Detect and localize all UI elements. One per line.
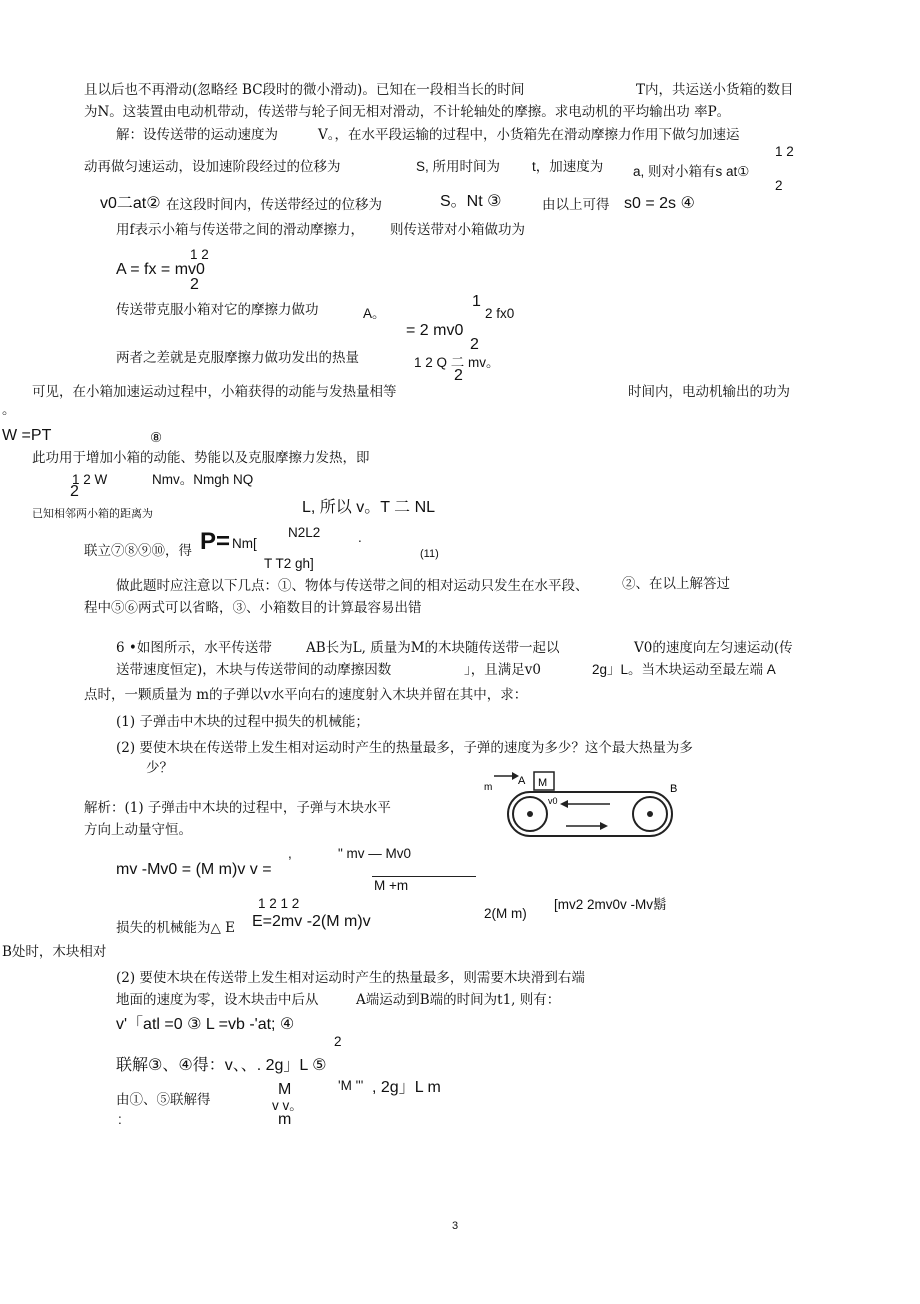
line-12: 此功用于增加小箱的动能、势能以及克服摩擦力发热，即 xyxy=(32,450,370,466)
line-13b: Nmv。Nmgh NQ xyxy=(152,472,254,487)
line-8b: A。 xyxy=(363,306,386,321)
line-10c: 。 xyxy=(2,402,16,418)
line-15f: (11) xyxy=(420,548,439,560)
line-33c: , 2g」L m xyxy=(372,1079,441,1096)
line-11a: W =PT xyxy=(2,427,52,444)
line-25: 方向上动量守恒。 xyxy=(84,822,192,838)
top-belt-arrow-head xyxy=(560,800,568,808)
line-27d: 损失的机械能为△ E xyxy=(116,920,236,936)
line-16b: ②、在以上解答过 xyxy=(622,576,730,592)
line-15c: P= xyxy=(200,528,231,555)
line-16a: 做此题时应注意以下几点：①、物体与传送带之间的相对运动只发生在水平段、 xyxy=(116,578,589,594)
line-19b: 」，且满足v0 xyxy=(464,662,541,678)
line-32: 联解③、④得：v、、. 2g」L ⑤ xyxy=(116,1057,327,1074)
label-bullet: m xyxy=(484,782,493,793)
line-3b: V。，在水平段运输的过程中，小货箱先在滑动摩擦力作用下做匀加速运 xyxy=(318,127,740,143)
line-14a: 已知相邻两小箱的距离为 xyxy=(32,507,153,520)
line-34d: m xyxy=(278,1111,292,1128)
line-26d: M +m xyxy=(374,878,409,893)
line-26b: , xyxy=(288,846,292,861)
line-8e: = 2 mv0 xyxy=(406,322,464,339)
line-31a: v'「atl =0 ③ L =vb -'at; ④ xyxy=(116,1016,295,1033)
line-28: B处时，木块相对 xyxy=(2,944,107,960)
line-27e: E=2mv -2(M m)v xyxy=(252,913,371,930)
line-3a: 解：设传送带的运动速度为 xyxy=(116,127,278,143)
right-axle xyxy=(647,811,653,817)
line-20: 点时，一颗质量为 m的子弹以v水平向右的速度射入木块并留在其中，求： xyxy=(84,687,528,703)
line-24: 解析：(1) 子弹击中木块的过程中，子弹与木块水平 xyxy=(84,800,391,816)
line-22: (2) 要使木块在传送带上发生相对运动时产生的热量最多，子弹的速度为多少？这个最大热量为多 xyxy=(116,740,693,756)
line-23: 少？ xyxy=(146,760,173,776)
line-26c: " mv — Mv0 xyxy=(338,846,412,861)
line-30a: 地面的速度为零，设木块击中后从 xyxy=(116,992,319,1008)
line-5e: s0 = 2s ④ xyxy=(624,195,695,212)
line-6b: 则传送带对小箱做功为 xyxy=(390,222,525,238)
line-9c: 2 xyxy=(454,367,463,384)
line-8a: 传送带克服小箱对它的摩擦力做功 xyxy=(116,302,319,318)
line-27a: 1 2 1 2 xyxy=(258,896,300,911)
line-18c: V0的速度向左匀速运动(传 xyxy=(634,640,793,656)
label-b: B xyxy=(670,783,678,795)
line-5c: S。Nt ③ xyxy=(440,193,502,210)
line-15g: T T2 gh] xyxy=(264,556,314,571)
line-31b: 2 xyxy=(334,1034,342,1049)
line-19a: 送带速度恒定)，木块与传送带间的动摩擦因数 xyxy=(116,662,392,678)
line-5d: 由以上可得 xyxy=(542,197,610,213)
bottom-belt-arrow-head xyxy=(600,822,608,830)
line-10b: 时间内，电动机输出的功为 xyxy=(628,384,790,400)
line-4f: 2 xyxy=(775,178,783,193)
line-7c: 2 xyxy=(190,276,199,293)
line-14b: L, 所以 v。T 二 NL xyxy=(302,499,436,516)
line-4c: t，加速度为 xyxy=(532,159,604,174)
line-5a: v0二at② xyxy=(100,195,161,212)
line-15b: 联立⑦⑧⑨⑩，得 xyxy=(84,543,192,559)
line-1b: T内，共运送小货箱的数目 xyxy=(636,82,794,98)
line-8d: 2 fx0 xyxy=(485,306,515,321)
line-4a: 动再做匀速运动，设加速阶段经过的位移为 xyxy=(84,159,341,175)
line-4e: 1 2 xyxy=(775,144,794,159)
line-19c: 2g」L。当木块运动至最左端 A xyxy=(592,662,776,677)
line-7a: 1 2 xyxy=(190,247,209,262)
page-number: 3 xyxy=(452,1220,459,1232)
line-34c: : xyxy=(118,1112,122,1127)
line-15e: . xyxy=(358,530,362,545)
line-9a: 两者之差就是克服摩擦力做功发出的热量 xyxy=(116,350,359,366)
label-m: M xyxy=(538,777,548,789)
line-7b: A = fx = mv0 xyxy=(116,261,205,278)
line-27c: 2(M m) xyxy=(484,906,527,921)
line-4b: S, 所用时间为 xyxy=(416,159,501,174)
line-4d: a, 则对小箱有s at① xyxy=(633,164,750,179)
line-11b: ⑧ xyxy=(150,430,163,445)
line-26a: mv -Mv0 = (M m)v v = xyxy=(116,861,272,878)
left-axle xyxy=(527,811,533,817)
line-13a: 1 2 W xyxy=(72,472,108,487)
line-27b: [mv2 2mv0v -Mv鬍 xyxy=(554,897,667,912)
line-30b: A端运动到B端的时间为t1, 则有： xyxy=(356,992,561,1008)
line-5b: 在这段时间内，传送带经过的位移为 xyxy=(166,197,382,213)
line-1a: 且以后也不再滑动(忽略经 BC段时的微小滑动)。已知在一段相当长的时间 xyxy=(84,82,525,98)
line-34b: v v。 xyxy=(272,1098,303,1113)
line-13c: 2 xyxy=(70,483,79,500)
line-18a: 6 •如图所示，水平传送带 xyxy=(116,640,272,656)
line-18b: AB长为L, 质量为M的木块随传送带一起以 xyxy=(306,640,560,656)
line-33b: 'M ''' xyxy=(338,1078,364,1093)
line-29: (2) 要使木块在传送带上发生相对运动时产生的热量最多，则需要木块滑到右端 xyxy=(116,970,585,986)
line-2: 为N。这装置由电动机带动，传送带与轮子间无相对滑动，不计轮轴处的摩擦。求电动机的平均输出功 率P。 xyxy=(84,104,731,120)
line-21: (1) 子弹击中木块的过程中损失的机械能； xyxy=(116,714,369,730)
line-17: 程中⑤⑥两式可以省略，③、小箱数目的计算最容易出错 xyxy=(84,600,422,616)
line-10a: 可见，在小箱加速运动过程中，小箱获得的动能与发热量相等 xyxy=(32,384,397,400)
line-8c: 1 xyxy=(472,293,481,310)
label-v0: v0 xyxy=(548,796,558,806)
label-a: A xyxy=(518,775,526,787)
line-33a: M xyxy=(278,1081,292,1098)
line-34a: 由①、⑤联解得 xyxy=(116,1092,211,1108)
line-6a: 用f表示小箱与传送带之间的滑动摩擦力， xyxy=(116,222,364,238)
line-15a: N2L2 xyxy=(288,525,321,540)
line-9b: 1 2 Q 二 mv。 xyxy=(414,355,500,370)
line-15d: Nm[ xyxy=(232,536,257,551)
line-8f: 2 xyxy=(470,336,479,353)
